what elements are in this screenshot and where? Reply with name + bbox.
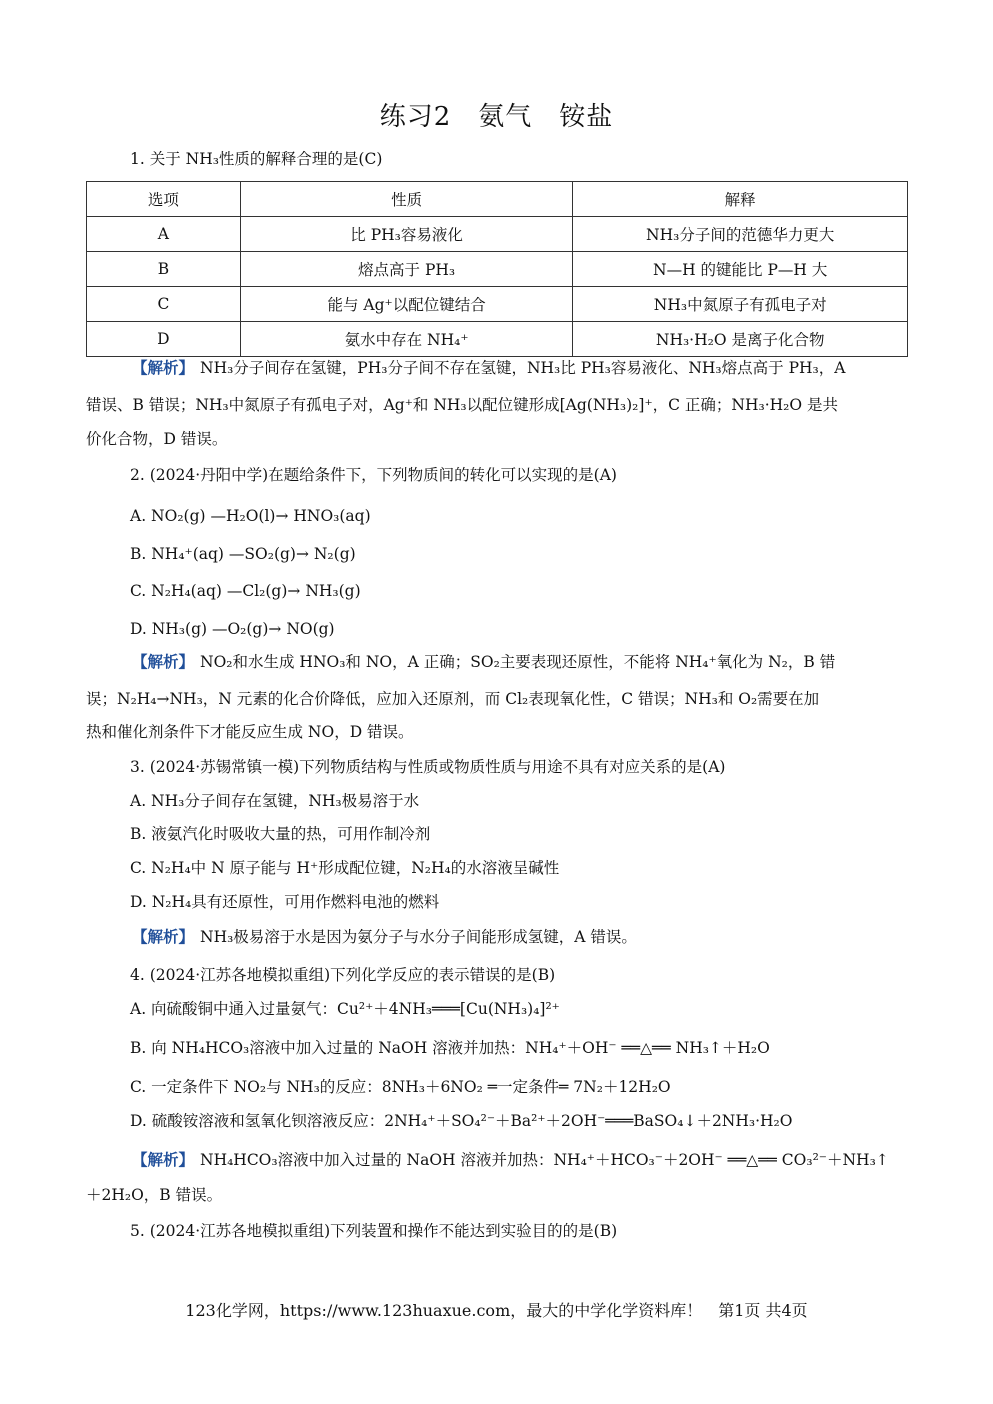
q2-stem: 2. (2024·丹阳中学)在题给条件下，下列物质间的转化可以实现的是(A) <box>130 466 617 484</box>
q2-explanation-line: 热和催化剂条件下才能反应生成 NO，D 错误。 <box>86 723 414 741</box>
q4-option-c: C. 一定条件下 NO₂与 NH₃的反应：8NH₃＋6NO₂ ═一定条件═ 7N₂＋12H₂O <box>130 1078 671 1096</box>
q4-option-a: A. 向硫酸铜中通入过量氨气：Cu²⁺＋4NH₃═══[Cu(NH₃)₄]²⁺ <box>130 1000 560 1018</box>
explanation-tag: 【解析】 <box>132 358 195 377</box>
q1-stem: 1. 关于 NH₃性质的解释合理的是(C) <box>130 150 383 168</box>
table-cell: 氨水中存在 NH₄⁺ <box>240 322 573 357</box>
q4-stem: 4. (2024·江苏各地模拟重组)下列化学反应的表示错误的是(B) <box>130 966 556 984</box>
table-cell: 熔点高于 PH₃ <box>240 252 573 287</box>
q2-option-d: D. NH₃(g) —O₂(g)→ NO(g) <box>130 620 335 638</box>
q1-explanation-line: 【解析】 NH₃分子间存在氢键，PH₃分子间不存在氢键，NH₃比 PH₃容易液化、NH₃熔点高于 PH₃，A <box>132 358 846 377</box>
table-cell: NH₃分子间的范德华力更大 <box>573 217 908 252</box>
q3-option-a: A. NH₃分子间存在氢键，NH₃极易溶于水 <box>130 792 420 810</box>
table-cell: A <box>87 217 241 252</box>
table-cell: N—H 的键能比 P—H 大 <box>573 252 908 287</box>
table-cell: C <box>87 287 241 322</box>
q2-explanation-line: 【解析】 NO₂和水生成 HNO₃和 NO，A 正确；SO₂主要表现还原性，不能将 NH₄⁺氧化为 N₂，B 错 <box>132 652 836 671</box>
table-cell: 能与 Ag⁺以配位键结合 <box>240 287 573 322</box>
q3-option-c: C. N₂H₄中 N 原子能与 H⁺形成配位键，N₂H₄的水溶液呈碱性 <box>130 859 560 877</box>
table-header-row <box>87 182 908 217</box>
explanation-tag: 【解析】 <box>132 652 195 671</box>
explanation-tag: 【解析】 <box>132 1150 195 1169</box>
q2-option-c: C. N₂H₄(aq) —Cl₂(g)→ NH₃(g) <box>130 582 361 600</box>
table-cell: NH₃中氮原子有孤电子对 <box>573 287 908 322</box>
table-row <box>87 252 908 287</box>
q3-option-d: D. N₂H₄具有还原性，可用作燃料电池的燃料 <box>130 893 440 911</box>
q5-stem: 5. (2024·江苏各地模拟重组)下列装置和操作不能达到实验目的的是(B) <box>130 1222 618 1240</box>
q4-explanation-line: 【解析】 NH₄HCO₃溶液中加入过量的 NaOH 溶液并加热：NH₄⁺＋HCO₃⁻＋2OH⁻ ══△══ CO₃²⁻＋NH₃↑ <box>132 1150 889 1169</box>
table-row <box>87 217 908 252</box>
q2-explanation-line: 误；N₂H₄→NH₃，N 元素的化合价降低，应加入还原剂，而 Cl₂表现氧化性，C 错误；NH₃和 O₂需要在加 <box>86 690 820 708</box>
page-footer: 123化学网，https://www.123huaxue.com，最大的中学化学资料库！ 第1页 共4页 <box>185 1301 808 1320</box>
q1-explanation-line: 价化合物，D 错误。 <box>86 430 228 448</box>
table-cell: NH₃·H₂O 是离子化合物 <box>573 322 908 357</box>
table-cell: B <box>87 252 241 287</box>
q1-table <box>86 181 908 357</box>
table-cell: D <box>87 322 241 357</box>
q3-option-b: B. 液氨汽化时吸收大量的热，可用作制冷剂 <box>130 825 431 843</box>
q3-explanation-line: 【解析】 NH₃极易溶于水是因为氨分子与水分子间能形成氢键，A 错误。 <box>132 927 637 946</box>
q2-option-a: A. NO₂(g) —H₂O(l)→ HNO₃(aq) <box>130 507 371 525</box>
q4-explanation-line: ＋2H₂O，B 错误。 <box>86 1186 223 1204</box>
table-header: 解释 <box>573 182 908 217</box>
q1-explanation-line: 错误、B 错误；NH₃中氮原子有孤电子对，Ag⁺和 NH₃以配位键形成[Ag(NH₃)₂]⁺，C 正确；NH₃·H₂O 是共 <box>86 396 838 414</box>
table-row <box>87 287 908 322</box>
page-title: 练习2 氨气 铵盐 <box>379 102 614 132</box>
q2-option-b: B. NH₄⁺(aq) —SO₂(g)→ N₂(g) <box>130 545 356 563</box>
q4-option-b: B. 向 NH₄HCO₃溶液中加入过量的 NaOH 溶液并加热：NH₄⁺＋OH⁻ ══△══ NH₃↑＋H₂O <box>130 1039 770 1057</box>
table-row <box>87 322 908 357</box>
table-header: 性质 <box>240 182 573 217</box>
table-header: 选项 <box>87 182 241 217</box>
q3-stem: 3. (2024·苏锡常镇一模)下列物质结构与性质或物质性质与用途不具有对应关系的是(A) <box>130 758 726 776</box>
explanation-tag: 【解析】 <box>132 927 195 946</box>
q4-option-d: D. 硫酸铵溶液和氢氧化钡溶液反应：2NH₄⁺＋SO₄²⁻＋Ba²⁺＋2OH⁻═══BaSO₄↓＋2NH₃·H₂O <box>130 1112 793 1130</box>
table-cell: 比 PH₃容易液化 <box>240 217 573 252</box>
